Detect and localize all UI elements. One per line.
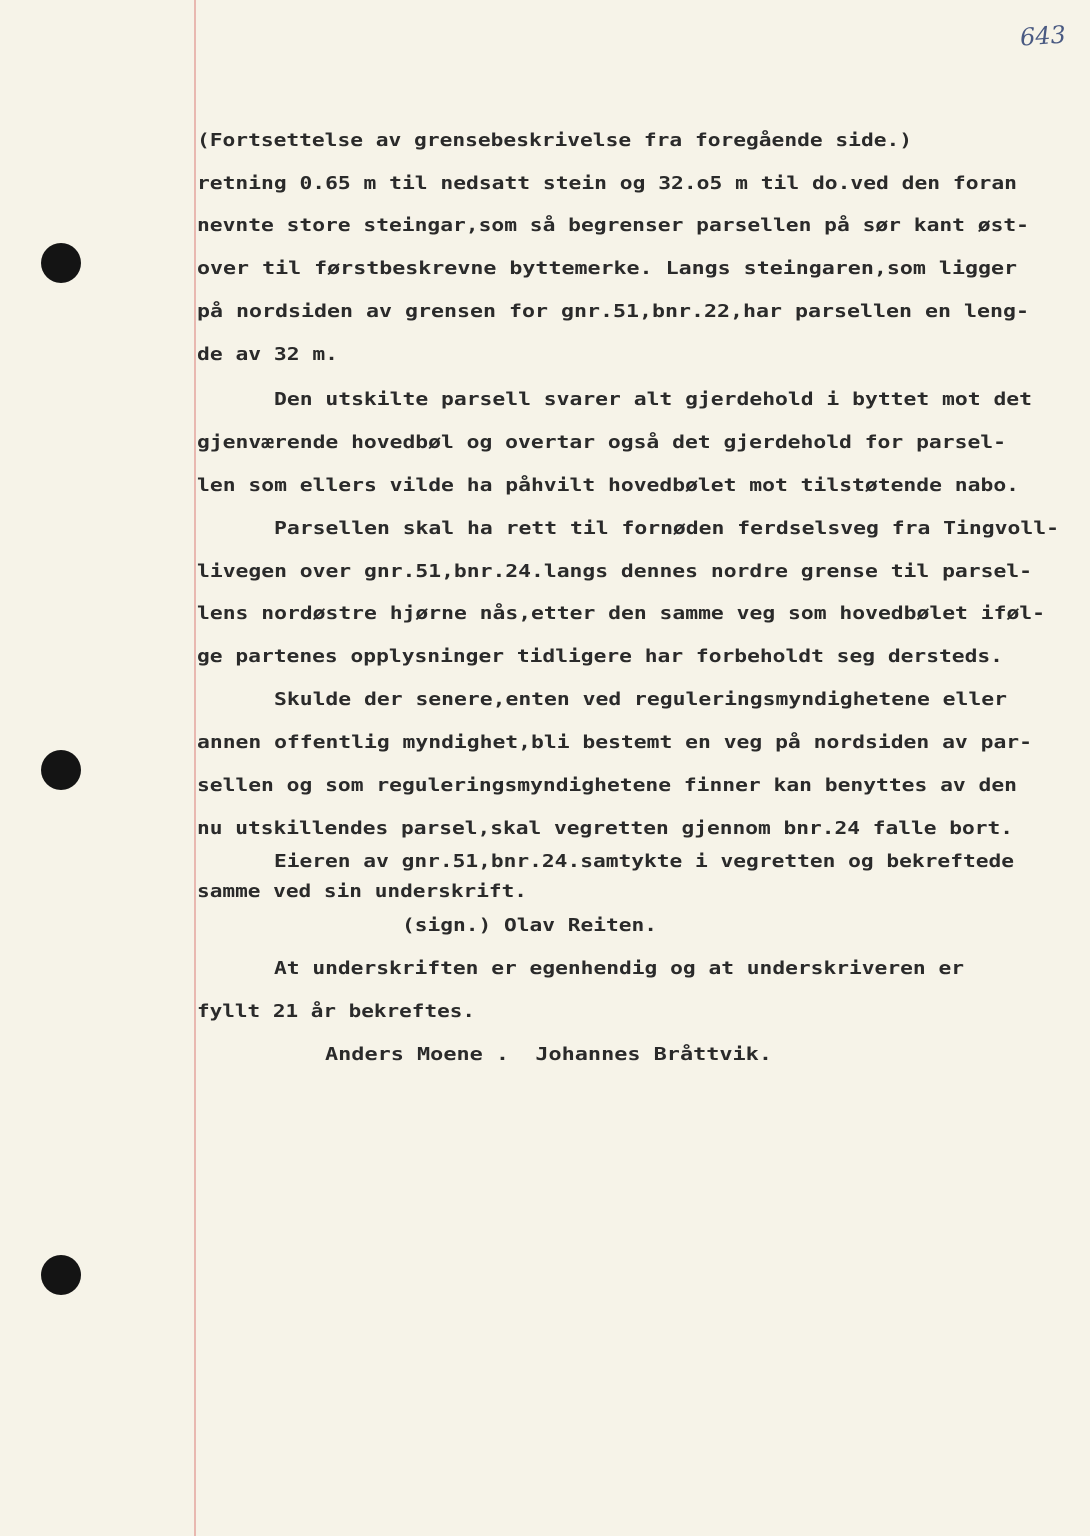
text-line: Eieren av gnr.51,bnr.24.samtykte i vegretten og bekreftede — [274, 851, 1014, 872]
text-line: nu utskillendes parsel,skal vegretten gjennom bnr.24 falle bort. — [197, 818, 1013, 839]
witness-signatures-line: Anders Moene . Johannes Bråttvik. — [325, 1044, 772, 1065]
text-line: len som ellers vilde ha påhvilt hovedbølet mot tilstøtende nabo. — [197, 475, 1020, 496]
text-line: ge partenes opplysninger tidligere har forbeholdt seg dersteds. — [197, 646, 1003, 667]
text-line: livegen over gnr.51,bnr.24.langs dennes nordre grense til parsel- — [197, 561, 1033, 582]
text-line: fyllt 21 år bekreftes. — [197, 1001, 475, 1022]
punch-hole-bottom — [41, 1255, 81, 1295]
signature-line: (sign.) Olav Reiten. — [402, 915, 658, 936]
text-line: retning 0.65 m til nedsatt stein og 32.o5 m til do.ved den foran — [197, 173, 1017, 194]
text-line: nevnte store steingar,som så begrenser parsellen på sør kant øst- — [197, 215, 1029, 236]
page-number: 643 — [1019, 20, 1067, 52]
punch-hole-top — [41, 243, 81, 283]
text-line: gjenværende hovedbøl og overtar også det gjerdehold for parsel- — [197, 432, 1006, 453]
text-line: annen offentlig myndighet,bli bestemt en veg på nordsiden av par- — [197, 732, 1033, 753]
text-line: Skulde der senere,enten ved reguleringsmyndighetene eller — [274, 689, 1007, 710]
text-line: (Fortsettelse av grensebeskrivelse fra foregående side.) — [197, 130, 913, 151]
margin-rule — [194, 0, 196, 1536]
text-line: lens nordøstre hjørne nås,etter den samme veg som hovedbølet iføl- — [197, 603, 1046, 624]
text-line: Den utskilte parsell svarer alt gjerdehold i byttet mot det — [274, 389, 1032, 410]
text-line: de av 32 m. — [197, 344, 338, 365]
text-line: sellen og som reguleringsmyndighetene finner kan benyttes av den — [197, 775, 1017, 796]
text-line: over til førstbeskrevne byttemerke. Langs steingaren,som ligger — [197, 258, 1018, 279]
text-line: Parsellen skal ha rett til fornøden ferdselsveg fra Tingvoll- — [274, 518, 1060, 539]
text-line: på nordsiden av grensen for gnr.51,bnr.22,har parsellen en leng- — [197, 301, 1029, 322]
punch-hole-middle — [41, 750, 81, 790]
text-line: At underskriften er egenhendig og at underskriveren er — [274, 958, 965, 979]
text-line: samme ved sin underskrift. — [197, 881, 528, 902]
